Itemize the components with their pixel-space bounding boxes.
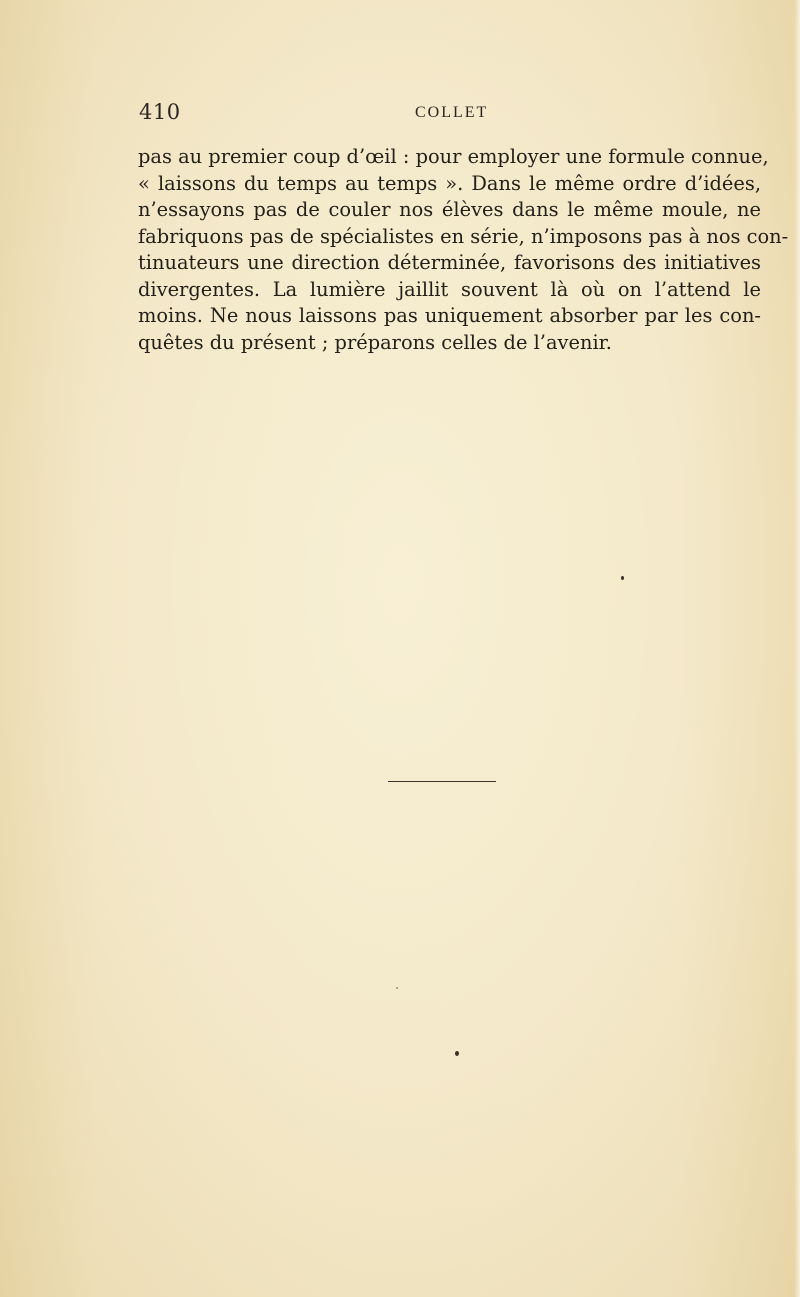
- running-head: [139, 100, 759, 130]
- paper-speck: [455, 1051, 459, 1056]
- text-line: quêtes du présent ; préparons celles de l’avenir.: [138, 330, 612, 354]
- text-line: fabriquons pas de spécialistes en série, n’imposons pas à nos con-: [138, 224, 789, 248]
- text-line: pas au premier coup d’œil : pour employer une formule connue,: [138, 145, 769, 168]
- text-line: tinuateurs une direction déterminée, favorisons des initiatives: [138, 251, 761, 274]
- running-title: COLLET: [415, 104, 489, 121]
- text-line: moins. Ne nous laissons pas uniquement absorber par les con-: [138, 304, 761, 327]
- text-line: n’essayons pas de couler nos élèves dans le même moule, ne: [138, 198, 761, 221]
- section-end-rule: [388, 781, 496, 782]
- page-number: 410: [139, 100, 181, 124]
- text-line: « laissons du temps au temps ». Dans le même ordre d’idées,: [138, 171, 761, 195]
- paper-speck: [621, 576, 624, 580]
- text-line: divergentes. La lumière jaillit souvent là où on l’attend le: [138, 277, 761, 301]
- body-paragraph: [138, 144, 789, 356]
- paper-speck: [396, 987, 398, 989]
